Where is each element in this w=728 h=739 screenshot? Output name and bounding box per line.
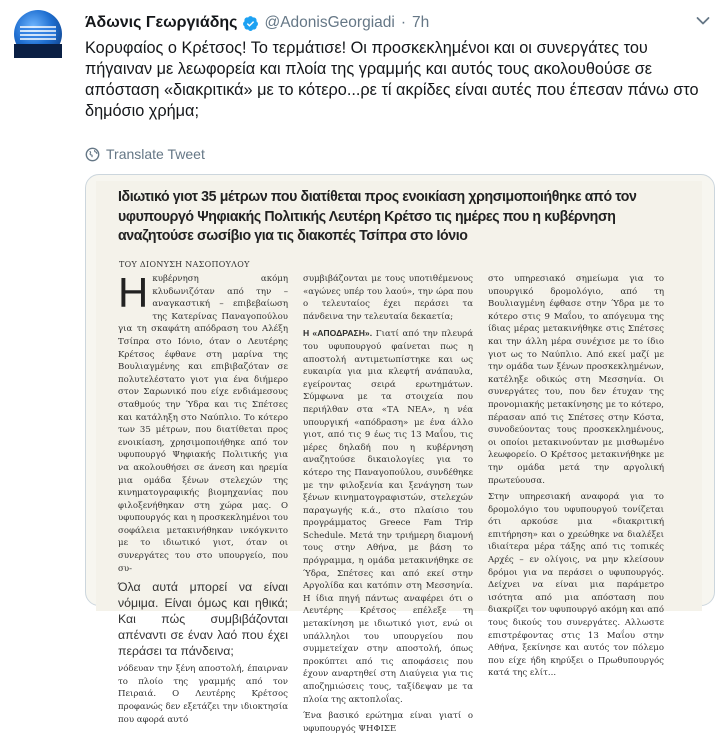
article-column-3 (488, 273, 664, 684)
separator-dot: · (400, 14, 406, 31)
display-name[interactable]: Άδωνις Γεωργιάδης (85, 14, 238, 31)
article-paragraph: στο υπηρεσιακό σημείωμα για το υπουργικό δρομολόγιο, από τη Βουλιαγμένη έφθασε στην Ύδρα με το κότερο στις 9 Μαΐου, το απόγευμα της ίδιας μέρας μετακινήθηκε στις Σπέτσες και την άλλη μέρα συνέχισε με το ίδιο γιοτ ως το Ναύπλιο. Από εκεί μαζί με την ομάδα των ξένων προσκεκλημένων, κατέληξε οδικώς στη Μεσσηνία. Οι συνεργάτες του, που δεν έτυχαν της προνομιακής μετακίνησης με το κότερο, πέρασαν από τις Σπέτσες στην Κόστα, συνοδεύοντας τους προσκεκλημένους, οι οποίοι μετακινούνταν με μισθωμένο λεωφορείο. Ο Κρέτσος μετακινήθηκε με την ομάδα μετά την αργολική πρωτεύουσα. (488, 274, 664, 486)
article-column-2 (303, 273, 473, 739)
globe-icon (85, 147, 100, 162)
article-paragraph: νόδευαν την ξένη αποστολή, έπαιρναν το πλοίο της γραμμής από τον Πειραιά. Ο Λευτέρης Κρέτσος προφανώς δεν εξετάζει την ιδιοκτησία που αφορά αυτό (118, 664, 288, 725)
article-headline: Ιδιωτικό γιοτ 35 μέτρων που διατίθεται προς ενοικίαση χρησιμοποιήθηκε από τον υφυπουργό Ψηφιακής Πολιτικής Λευτέρη Κρέτσο τις ημέρες που η κυβέρνηση αναζητούσε σωσίβιο για τις διακοπές Τσίπρα στο Ιόνιο (118, 188, 637, 244)
section-lead: Η «ΑΠΟΔΡΑΣΗ». (303, 328, 373, 339)
article-paragraph: κυβέρνηση ακόμη κλυδωνιζόταν από την – αναγκαστική – επιβεβαίωση της Κατερίνας Παναγοπούλου για τη σκαφάτη απόδραση του Αλέξη Τσίπρα στο Ιόνιο, όταν ο Λευτέρης Κρέτσος έφθανε στη μαρίνα της Βουλιαγμένης και επιβιβαζόταν σε πολυτελέστατο γιοτ για ένα διήμερο στον Σαρωνικό που είχε ενδιάμεσους σταθμούς την Ύδρα και τις Σπέτσες και κατάληξη στο Ναύπλιο. Το κότερο των 35 μέτρων, που διατίθεται προς ενοικίαση, χρησιμοποιήθηκε από τον υφυπουργό Ψηφιακής Πολιτικής για να ακολουθήσει σε άνεση και ηρεμία μια ομάδα ξένων στελεχών της κινηματογραφικής βιομηχανίας που φιλοξενήθηκαν στη χώρα μας. Ο υφυπουργός και η προσκεκλημένοι του σοφάλεια μετακινήθηκαν ινκόγκνιτο με το ιδιωτικό γιοτ, όταν οι συνεργάτες του στο υπουργείο, που συ- (118, 274, 288, 574)
drop-cap: Η (118, 269, 149, 316)
tweet-header (85, 12, 429, 34)
article-column-1 (118, 269, 288, 730)
article-paragraph: Γιατί από την πλευρά του υφυπουργού φαίνεται πως η αποστολή αντιμετωπίστηκε και ως ευκαιρία για μια κλεφτή ανάπαυλα, εγείροντας σειρά ερωτημάτων. Σύμφωνα με τα στοιχεία που περιήλθαν στα «ΤΑ ΝΕΑ», η νέα υπουργική «απόδραση» με ένα άλλο γιοτ, από τις 9 έως τις 13 Μαΐου, τις μέρες δηλαδή που η κυβέρνηση αναζητούσε δικαιολογίες για το κότερο της Παναγοπούλου, συνδέθηκε με την φιλοξενία και ξενάγηση των ξένων κινηματογραφιστών, στελεχών παραγωγής κ.ά., στο πλαίσιο του προγράμματος Greece Fam Trip Schedule. Μετά την τριήμερη διαμονή τους στην Αθήνα, με βάση το πρόγραμμα, η ομάδα μετακινήθηκε σε Ύδρα, Σπέτσες και από εκεί στην Αργολίδα και κατόπιν στη Μεσσηνία. Η ίδια πηγή πάντως αναφέρει ότι ο Λευτέρης Κρέτσος επέλεξε τη μετακίνηση με ιδιωτικό γιοτ, ενώ οι υπάλληλοι του υπουργείου που συμμετείχαν στην αποστολή, όπως προκύπτει από τις αποφάσεις που έχουν αναρτηθεί στη Διαύγεια για τις αποζημιώσεις τους, ταξίδεψαν με τα πλοία της ακτοπλοΐας. (303, 329, 474, 705)
article-paragraph: Στην υπηρεσιακή αναφορά για το δρομολόγιο του υφυπουργού τονίζεται ότι αρκούσε μια «διακριτική επιτήρηση» και ο χρεώθηκε να διαλέξει ιδιαίτερα μέρα τάξης από τις τοπικές Αρχές – εν ολίγοις, να μην κλείσουν δρόμοι για να περάσει ο υφυπουργός. Δείχνει να είναι μια παράμετρο ισότητα από μια απόσταση που διακρίζει τον υφυπουργό ακόμη και από τους δικούς του συνεργάτες. Αλλωστε επιστρέφοντας στις 13 Μαΐου στην Αθήνα, ξεκίνησε και αυτός τον πόλεμο που είχε ήδη κηρύξει ο Πρωθυπουργός κατά της ελίτ... (488, 492, 664, 679)
pull-quote: Όλα αυτά μπορεί να είναι νόμιμα. Είναι όμως και ηθικά; Και πώς συμβιβάζονται απέναντι σε έναν λαό που έχει περάσει τα πάνδεινα; (118, 580, 288, 659)
tweet-text: Κορυφαίος ο Κρέτσος! Το τερμάτισε! Οι προσκεκλημένοι και οι συνεργάτες του πήγαιναν με λεωφορεία και πλοία της γραμμής και αυτός τους ακολουθούσε σε απόσταση «διακριτικά» με το κότερο...ρε τί ακρίδες είναι αυτές που έπεσαν πάνω στο δημόσιο χρήμα; (85, 39, 699, 120)
tweet-timestamp[interactable]: 7h (412, 14, 430, 31)
profile-avatar[interactable] (14, 10, 62, 58)
article-paragraph: Ένα βασικό ερώτημα είναι γιατί ο υφυπουργός ΨΗΦΙΣΕ (303, 711, 473, 734)
translate-tweet-button[interactable] (85, 146, 205, 162)
tweet-media-image[interactable] (85, 174, 715, 734)
verified-badge-icon (242, 15, 259, 32)
translate-label: Translate Tweet (106, 146, 205, 162)
newspaper-clipping (96, 181, 702, 734)
user-handle[interactable]: @AdonisGeorgiadi (264, 14, 395, 31)
chevron-down-icon[interactable] (696, 16, 710, 26)
article-paragraph: συμβιβάζονται με τους υποτιθέμενους «αγώνες υπέρ του λαού», την ώρα που ο τελευταίος έχει περάσει τα πάνδεινα την τελευταία δεκαετία; (303, 274, 473, 322)
article-byline: ΤΟΥ ΔΙΟΝΥΣΗ ΝΑΣΟΠΟΥΛΟΥ (119, 260, 250, 269)
